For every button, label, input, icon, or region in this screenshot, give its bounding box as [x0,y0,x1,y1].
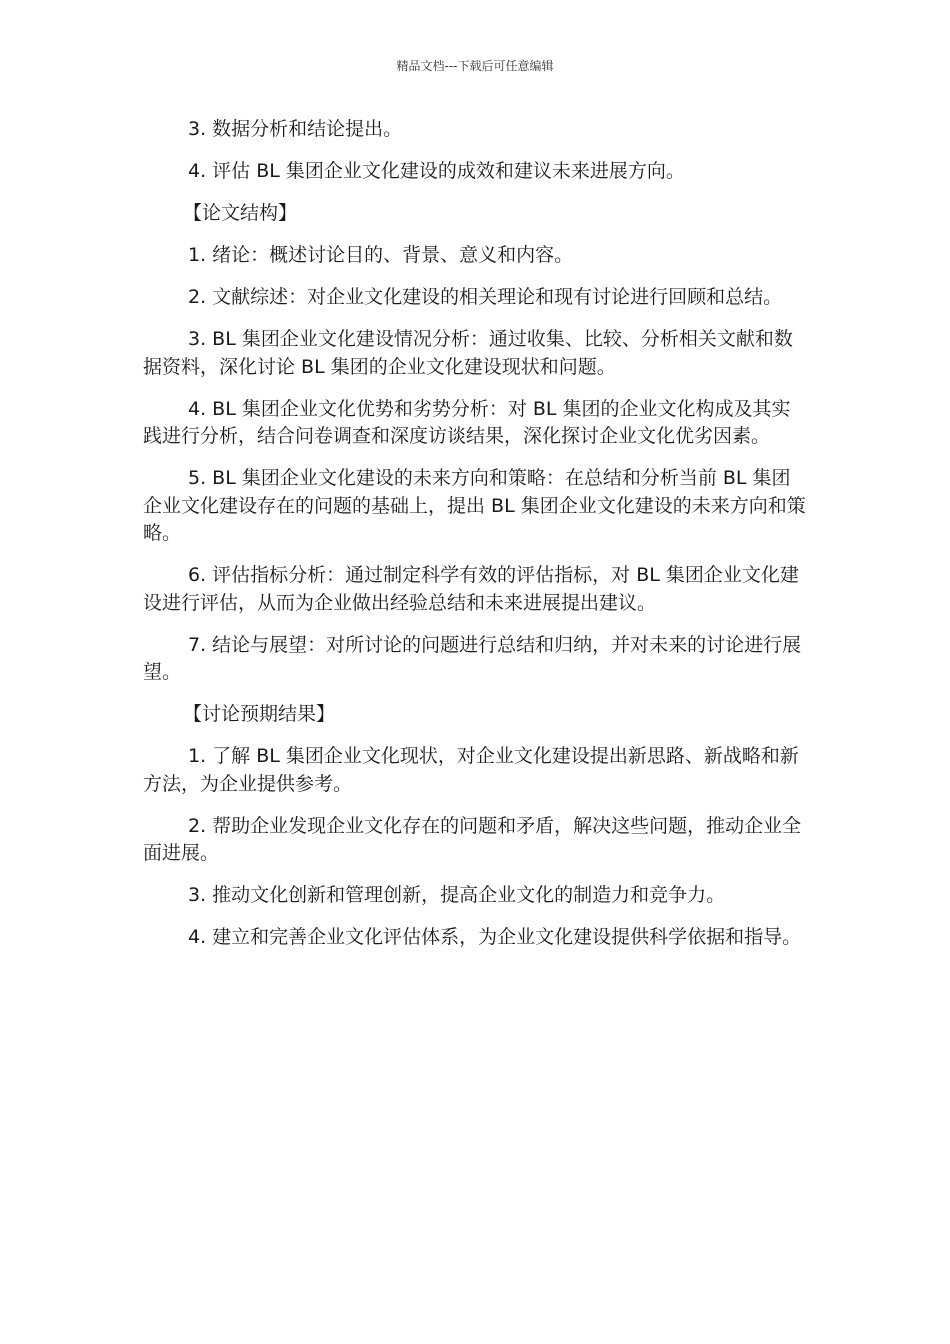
paragraph: 5. BL 集团企业文化建设的未来方向和策略：在总结和分析当前 BL 集团企业文化建设存在的问题的基础上，提出 BL 集团企业文化建设的未来方向和策略。 [143,467,806,544]
paragraph: 7. 结论与展望：对所讨论的问题进行总结和归纳，并对未来的讨论进行展望。 [143,633,802,683]
paragraph: 6. 评估指标分析：通过制定科学有效的评估指标，对 BL 集团企业文化建设进行评估，从而为企业做出经验总结和未来进展提出建议。 [143,564,799,614]
paragraph: 2. 文献综述：对企业文化建设的相关理论和现有讨论进行回顾和总结。 [188,286,783,308]
paragraph: 1. 绪论：概述讨论目的、背景、意义和内容。 [188,244,574,266]
paragraph: 4. 建立和完善企业文化评估体系，为企业文化建设提供科学依据和指导。 [188,926,802,948]
section-heading: 【讨论预期结果】 [183,703,336,725]
paragraph: 2. 帮助企业发现企业文化存在的问题和矛盾，解决这些问题，推动企业全面进展。 [143,814,802,864]
paragraph: 4. BL 集团企业文化优势和劣势分析：对 BL 集团的企业文化构成及其实践进行分析，结合问卷调查和深度访谈结果，深化探讨企业文化优劣因素。 [143,397,791,447]
paragraph: 3. 数据分析和结论提出。 [188,118,403,140]
page-header: 精品文档---下载后可任意编辑 [396,59,554,73]
section-heading: 【论文结构】 [183,202,298,224]
paragraph: 4. 评估 BL 集团企业文化建设的成效和建议未来进展方向。 [188,160,685,182]
paragraph: 3. BL 集团企业文化建设情况分析：通过收集、比较、分析相关文献和数据资料，深化讨论 BL 集团的企业文化建设现状和问题。 [143,328,793,378]
document-body [143,116,808,966]
paragraph: 3. 推动文化创新和管理创新，提高企业文化的制造力和竞争力。 [188,884,726,906]
paragraph: 1. 了解 BL 集团企业文化现状，对企业文化建设提出新思路、新战略和新方法，为企业提供参考。 [143,745,799,795]
